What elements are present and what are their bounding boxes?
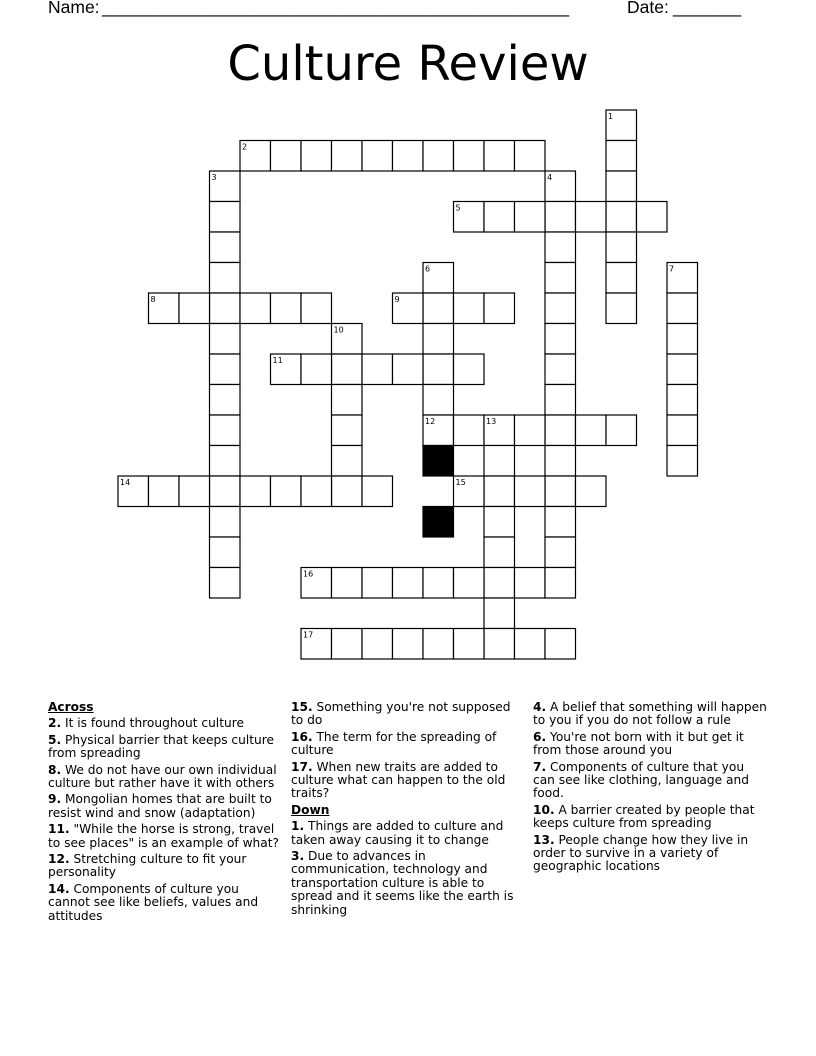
grid-cell[interactable] xyxy=(393,354,424,385)
grid-cell[interactable] xyxy=(149,476,180,507)
grid-cell[interactable] xyxy=(545,324,576,355)
black-cell xyxy=(423,507,454,538)
grid-cell[interactable] xyxy=(545,537,576,568)
clue-number-label: 6 xyxy=(425,264,431,274)
clue-across-17: 17. When new traits are added to culture what can happen to the old traits? xyxy=(291,759,506,801)
clue-down-1: 1. Things are added to culture and taken away causing it to change xyxy=(291,819,504,847)
grid-cell[interactable] xyxy=(545,568,576,599)
grid-cell[interactable] xyxy=(210,568,241,599)
grid-cell[interactable] xyxy=(362,354,393,385)
clue-down-10: 10. A barrier created by people that keeps culture from spreading xyxy=(533,802,755,831)
grid-cell[interactable] xyxy=(332,141,363,172)
grid-cell[interactable] xyxy=(484,629,515,660)
grid-cell[interactable] xyxy=(545,354,576,385)
grid-cell[interactable] xyxy=(484,293,515,324)
clues-column-1 xyxy=(48,701,280,926)
grid-cell[interactable] xyxy=(606,415,637,446)
clue-number-label: 7 xyxy=(669,264,675,274)
grid-cell[interactable] xyxy=(545,476,576,507)
clue-number-label: 2 xyxy=(242,142,248,152)
grid-cell[interactable] xyxy=(667,293,698,324)
grid-cell[interactable] xyxy=(576,476,607,507)
clue-down-7: 7. Components of culture that you can see like clothing, language and food. xyxy=(533,759,749,801)
clue-number-label: 8 xyxy=(150,295,156,304)
grid-cell[interactable] xyxy=(484,446,515,477)
grid-cell[interactable] xyxy=(210,293,241,324)
grid-cell[interactable] xyxy=(606,263,637,294)
grid-cell[interactable] xyxy=(515,476,546,507)
grid-cell[interactable] xyxy=(393,568,424,599)
grid-cell[interactable] xyxy=(210,354,241,385)
grid-cell[interactable] xyxy=(484,507,515,538)
page-title: Culture Review xyxy=(227,36,589,92)
down-heading: Down xyxy=(291,802,330,817)
clue-across-9: 9. Mongolian homes that are built to resist wind and snow (adaptation) xyxy=(48,792,272,820)
grid-cell[interactable] xyxy=(484,141,515,172)
grid-cell[interactable] xyxy=(393,629,424,660)
grid-cell[interactable] xyxy=(271,141,302,172)
grid-cell[interactable] xyxy=(393,141,424,172)
clue-number-label: 16 xyxy=(303,569,314,579)
grid-cell[interactable] xyxy=(515,568,546,599)
clue-number-label: 10 xyxy=(333,325,344,335)
clue-number-label: 12 xyxy=(425,417,436,426)
clue-across-12: 12. Stretching culture to fit your personality xyxy=(48,852,247,880)
grid-cell[interactable] xyxy=(576,202,607,233)
across-heading: Across xyxy=(48,700,94,714)
grid-cell[interactable] xyxy=(484,598,515,629)
grid-cell[interactable] xyxy=(210,202,241,233)
grid-cell[interactable] xyxy=(210,324,241,355)
clue-across-16: 16. The term for the spreading of culture xyxy=(291,729,497,758)
grid-cell[interactable] xyxy=(667,415,698,446)
grid-cell[interactable] xyxy=(515,202,546,233)
grid-cell[interactable] xyxy=(545,232,576,263)
grid-cell[interactable] xyxy=(515,629,546,660)
clue-number-label: 1 xyxy=(608,112,614,121)
grid-cell[interactable] xyxy=(606,293,637,324)
grid-cell[interactable] xyxy=(210,507,241,538)
grid-cell[interactable] xyxy=(484,476,515,507)
clue-number-label: 15 xyxy=(455,478,466,487)
grid-cell[interactable] xyxy=(423,354,454,385)
grid-cell[interactable] xyxy=(240,293,271,324)
grid-cell[interactable] xyxy=(271,293,302,324)
black-cell xyxy=(423,446,454,477)
grid-cell[interactable] xyxy=(301,141,332,172)
grid-cell[interactable] xyxy=(423,568,454,599)
grid-cell[interactable] xyxy=(301,293,332,324)
grid-cell[interactable] xyxy=(454,415,485,446)
clue-across-8: 8. We do not have our own individual culture but rather have it with others xyxy=(48,762,277,791)
clues-column-2 xyxy=(291,701,523,920)
grid-cell[interactable] xyxy=(271,476,302,507)
grid-cell[interactable] xyxy=(515,415,546,446)
clue-number-label: 11 xyxy=(272,356,283,365)
clue-across-5: 5. Physical barrier that keeps culture from spreading xyxy=(48,732,274,761)
grid-cell[interactable] xyxy=(423,324,454,355)
grid-cell[interactable] xyxy=(210,232,241,263)
grid-cell[interactable] xyxy=(210,537,241,568)
grid-cell[interactable] xyxy=(362,629,393,660)
grid-cell[interactable] xyxy=(423,141,454,172)
clue-across-14: 14. Components of culture you cannot see like beliefs, values and attitudes xyxy=(48,881,259,923)
grid-cell[interactable] xyxy=(484,202,515,233)
grid-cell[interactable] xyxy=(210,415,241,446)
grid-cell[interactable] xyxy=(362,141,393,172)
grid-cell[interactable] xyxy=(240,476,271,507)
grid-cell[interactable] xyxy=(423,293,454,324)
grid-cell[interactable] xyxy=(332,354,363,385)
grid-cell[interactable] xyxy=(545,202,576,233)
grid-cell[interactable] xyxy=(301,354,332,385)
grid-cell[interactable] xyxy=(210,385,241,416)
grid-cell[interactable] xyxy=(332,568,363,599)
grid-cell[interactable] xyxy=(667,354,698,385)
name-blank[interactable]: ________________________________________________ xyxy=(102,0,570,17)
grid-cell[interactable] xyxy=(545,385,576,416)
grid-cell[interactable] xyxy=(454,141,485,172)
grid-cell[interactable] xyxy=(362,568,393,599)
grid-cell[interactable] xyxy=(423,629,454,660)
grid-cell[interactable] xyxy=(576,415,607,446)
clue-number-label: 3 xyxy=(211,173,217,182)
grid-cell[interactable] xyxy=(606,202,637,233)
grid-cell[interactable] xyxy=(606,141,637,172)
clue-number-label: 4 xyxy=(547,173,553,182)
date-blank[interactable]: _______ xyxy=(673,0,742,17)
grid-cell[interactable] xyxy=(332,415,363,446)
grid-cell[interactable] xyxy=(179,476,210,507)
name-label: Name: xyxy=(48,0,100,17)
grid-cell[interactable] xyxy=(637,202,668,233)
grid-cell[interactable] xyxy=(332,446,363,477)
clue-number-label: 9 xyxy=(394,295,400,304)
grid-cell[interactable] xyxy=(454,293,485,324)
grid-cell[interactable] xyxy=(545,415,576,446)
grid-cell[interactable] xyxy=(667,385,698,416)
grid-cell[interactable] xyxy=(210,263,241,294)
clue-across-15: 15. Something you're not supposed to do xyxy=(291,700,511,728)
clues-column-3 xyxy=(533,701,769,877)
clue-across-11: 11. "While the horse is strong, travel to see places" is an example of what? xyxy=(48,822,279,850)
grid-cell[interactable] xyxy=(484,537,515,568)
grid-cell[interactable] xyxy=(210,476,241,507)
clue-down-3: 3. Due to advances in communication, technology and transportation culture is able to spread and it seems like the earth is shrinking xyxy=(291,849,514,917)
grid-cell[interactable] xyxy=(606,171,637,202)
grid-cell[interactable] xyxy=(545,293,576,324)
clue-across-2: 2. It is found throughout culture xyxy=(48,716,244,731)
grid-cell[interactable] xyxy=(515,141,546,172)
grid-cell[interactable] xyxy=(667,446,698,477)
clue-number-label: 5 xyxy=(455,203,461,213)
grid-cell[interactable] xyxy=(332,629,363,660)
grid-cell[interactable] xyxy=(484,568,515,599)
grid-cell[interactable] xyxy=(210,446,241,477)
grid-cell[interactable] xyxy=(332,476,363,507)
grid-cell[interactable] xyxy=(667,324,698,355)
grid-cell[interactable] xyxy=(423,385,454,416)
clue-down-4: 4. A belief that something will happen to you if you do not follow a rule xyxy=(533,700,767,728)
grid-cell[interactable] xyxy=(454,568,485,599)
clue-down-13: 13. People change how they live in order to survive in a variety of geographic locations xyxy=(533,832,749,874)
grid-cell[interactable] xyxy=(454,354,485,385)
clue-down-6: 6. You're not born with it but get it from those around you xyxy=(533,729,744,758)
grid-cell[interactable] xyxy=(545,263,576,294)
grid-cell[interactable] xyxy=(545,629,576,660)
clue-number-label: 14 xyxy=(120,478,131,487)
grid-cell[interactable] xyxy=(332,385,363,416)
grid-cell[interactable] xyxy=(545,507,576,538)
grid-cell[interactable] xyxy=(362,476,393,507)
clue-number-label: 17 xyxy=(303,630,314,640)
grid-cell[interactable] xyxy=(606,232,637,263)
grid-cell[interactable] xyxy=(545,446,576,477)
grid-cell[interactable] xyxy=(301,476,332,507)
grid-cell[interactable] xyxy=(179,293,210,324)
clue-number-label: 13 xyxy=(486,417,497,426)
grid-cell[interactable] xyxy=(454,629,485,660)
date-label: Date: xyxy=(627,0,669,17)
